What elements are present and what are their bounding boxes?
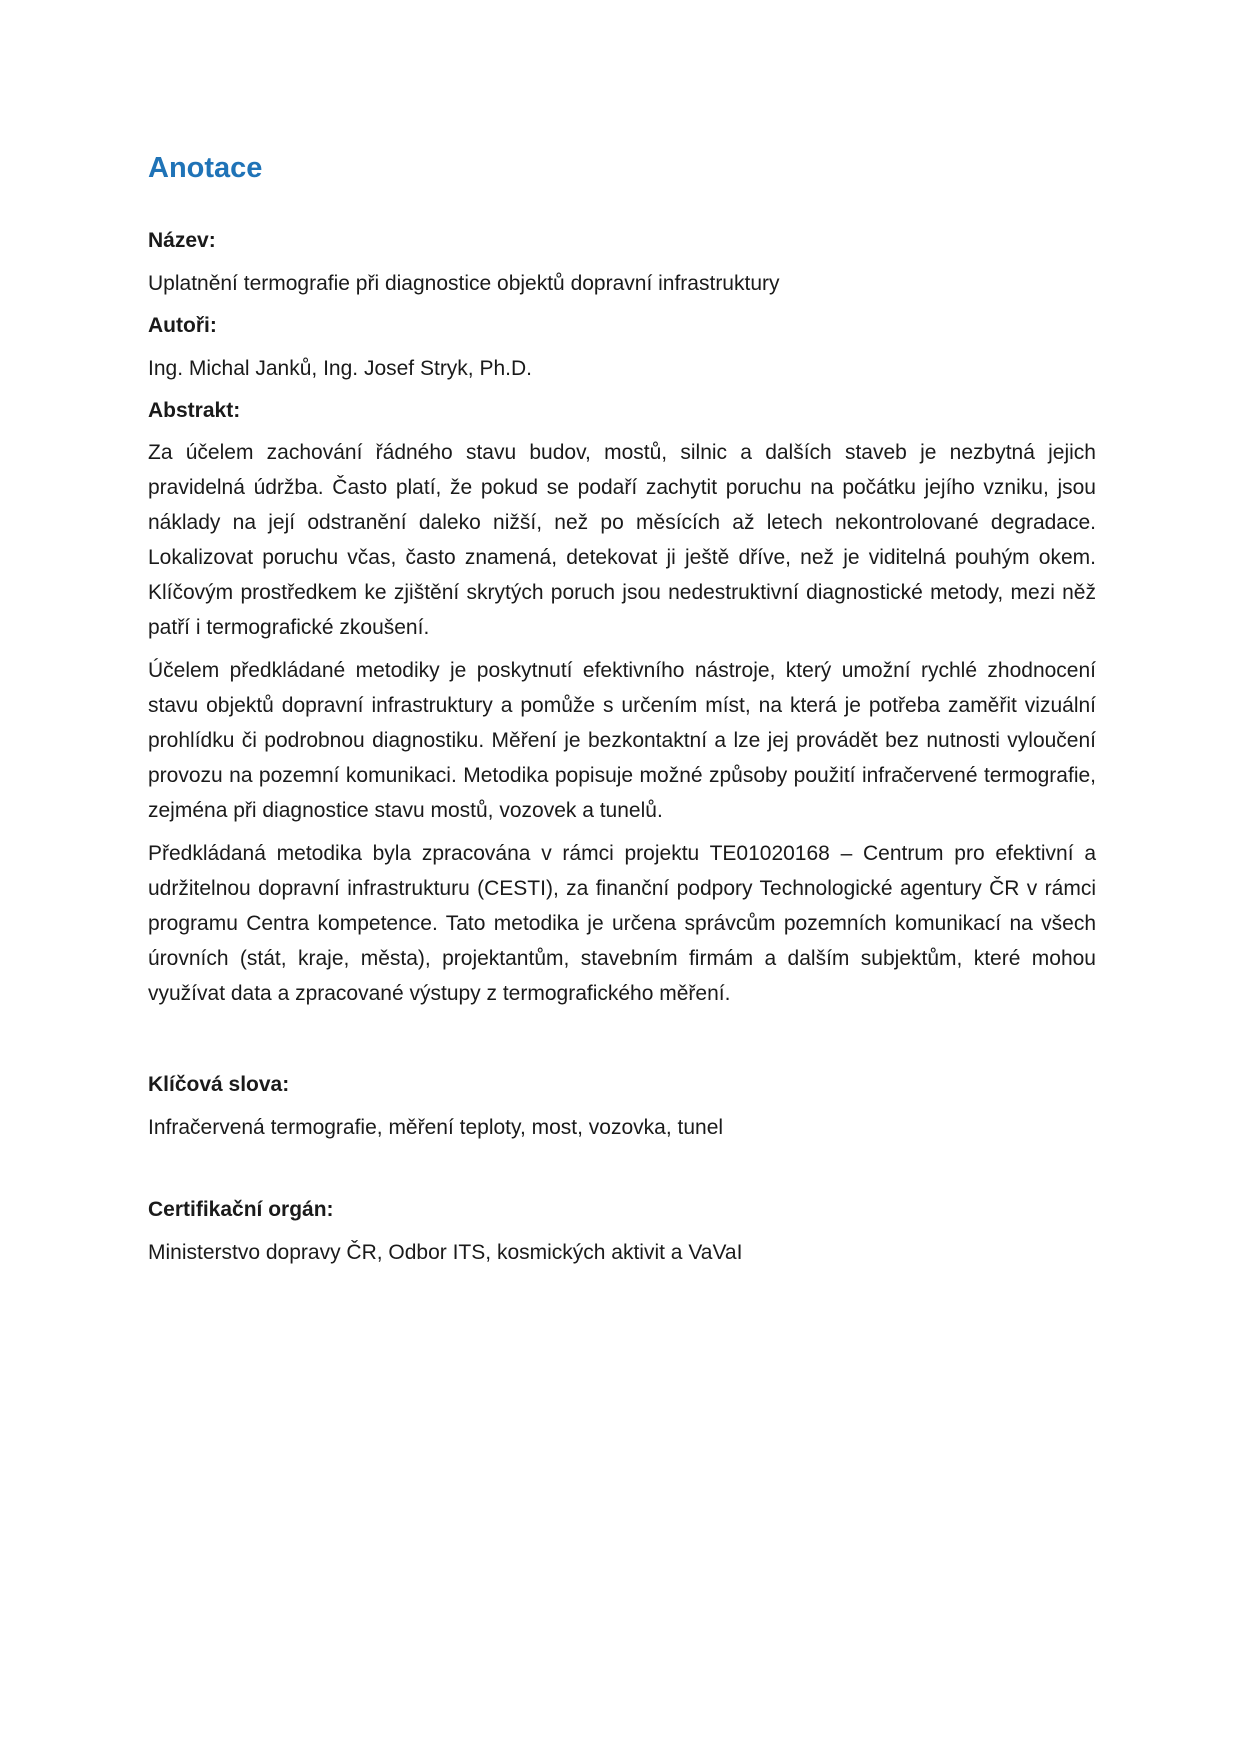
keywords-label: Klíčová slova: [148,1073,290,1096]
annotation-section [148,148,1096,1268]
authors-label: Autoři: [148,314,217,337]
authors-value: Ing. Michal Janků, Ing. Josef Stryk, Ph.D. [148,357,532,380]
keywords-value: Infračervená termografie, měření teploty, most, vozovka, tunel [148,1116,724,1139]
abstract-paragraph: Předkládaná metodika byla zpracována v rámci projektu TE01020168 – Centrum pro efektivní a udržitelnou dopravní infrastrukturu (CESTI), za finanční podpory Technologické agentury ČR v rámci programu Centra kompetence. Tato metodika je určena správcům pozemních komunikací na všech úrovních (stát, kraje, města), projektantům, stavebním firmám a dalším subjektům, které mohou využívat data a zpracované výstupy z termografického měření. [148,842,1096,1005]
certification-label: Certifikační orgán: [148,1198,334,1221]
abstract-label: Abstrakt: [148,399,241,422]
page-title: Anotace [148,152,263,184]
abstract-paragraph: Účelem předkládané metodiky je poskytnutí efektivního nástroje, který umožní rychlé zhodnocení stavu objektů dopravní infrastruktury a pomůže s určením míst, na která je potřeba zaměřit vizuální prohlídku či podrobnou diagnostiku. Měření je bezkontaktní a lze jej provádět bez nutnosti vyloučení provozu na pozemní komunikaci. Metodika popisuje možné způsoby použití infračervené termografie, zejména při diagnostice stavu mostů, vozovek a tunelů. [148,659,1096,822]
name-value: Uplatnění termografie při diagnostice objektů dopravní infrastruktury [148,272,780,295]
abstract-body [148,435,1096,1011]
name-label: Název: [148,229,216,252]
abstract-paragraph: Za účelem zachování řádného stavu budov, mostů, silnic a dalších staveb je nezbytná jejich pravidelná údržba. Často platí, že pokud se podaří zachytit poruchu na počátku jejího vzniku, jsou náklady na její odstranění daleko nižší, než po měsících až letech nekontrolované degradace. Lokalizovat poruchu včas, často znamená, detekovat ji ještě dříve, než je viditelná pouhým okem. Klíčovým prostředkem ke zjištění skrytých poruch jsou nedestruktivní diagnostické metody, mezi něž patří i termografické zkoušení. [148,441,1096,639]
certification-value: Ministerstvo dopravy ČR, Odbor ITS, kosmických aktivit a VaVaI [148,1241,743,1264]
